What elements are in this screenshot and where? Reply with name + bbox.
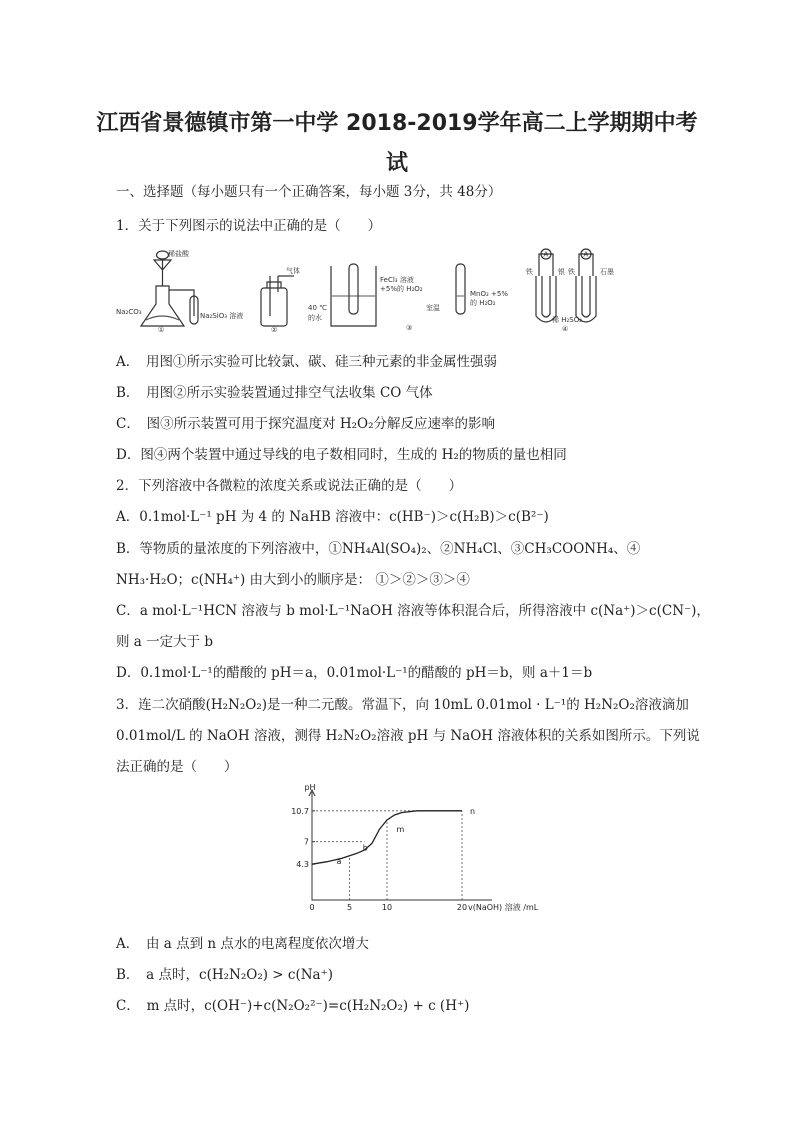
x-tick-label: 0 — [309, 903, 315, 912]
q3-stem-line1: 3．连二次硝酸(H₂N₂O₂)是一种二元酸。常温下，向 10mL 0.01mol · L⁻¹的 H₂N₂O₂溶液滴加 — [116, 697, 689, 713]
q3-stem-line2: 0.01mol/L 的 NaOH 溶液，测得 H₂N₂O₂溶液 pH 与 NaOH 溶液体积的关系如图所示。下列说 — [116, 728, 700, 744]
y-tick-label: 10.7 — [291, 806, 309, 816]
q3-option-b: B． a 点时，c(H₂N₂O₂) > c(Na⁺) — [116, 967, 333, 983]
fig-label-room: 室温 — [426, 304, 440, 312]
x-tick-label: 20 — [456, 903, 468, 912]
q1-option-b: B． 用图②所示实验装置通过排空气法收集 CO 气体 — [116, 385, 433, 401]
fig-label-fecl3: FeCl₃ 溶液 — [380, 276, 414, 284]
fig-label-na2sio3: Na₂SiO₃ 溶液 — [200, 312, 244, 320]
fig-label-acid: 稀盐酸 — [168, 250, 189, 258]
q2-stem: 2．下列溶液中各微粒的浓度关系或说法正确的是（ ） — [116, 478, 463, 494]
section-heading: 一、选择题（每小题只有一个正确答案，每小题 3分，共 48分） — [116, 184, 502, 200]
document-title-line2: 试 — [385, 151, 408, 176]
fig-label-water2: 的水 — [308, 314, 322, 322]
q2-line-b1: B．等物质的量浓度的下列溶液中，①NH₄Al(SO₄)₂、②NH₄Cl、③CH₃COONH₄、④ — [116, 541, 641, 557]
ph-titration-chart — [282, 783, 539, 918]
fig-label-n3: ③ — [406, 324, 413, 332]
fig-label-n1: ① — [158, 326, 165, 334]
ph-curve — [312, 811, 462, 864]
x-tick-label: 5 — [346, 903, 353, 912]
fig-label-h2so4: 稀 H₂SO₄ — [552, 316, 583, 324]
y-tick-label: 7 — [303, 837, 309, 847]
q3-option-a: A． 由 a 点到 n 点水的电离程度依次增大 — [116, 936, 369, 952]
q3-option-c: C． m 点时，c(OH⁻)+c(N₂O₂²⁻)=c(H₂N₂O₂) + c (H⁺) — [116, 998, 470, 1014]
fig-label-na2co3: Na₂CO₃ — [116, 308, 142, 316]
q2-line-c1: C．a mol·L⁻¹HCN 溶液与 b mol·L⁻¹NaOH 溶液等体积混合后，所得溶液中 c(Na⁺)＞c(CN⁻)， — [116, 603, 710, 619]
fig-label-iron2: 铁 — [568, 268, 575, 276]
fig-label-n4: ④ — [562, 325, 569, 333]
fig-label-a1: A — [543, 250, 549, 259]
fig-label-water: 40 ℃ — [308, 304, 327, 312]
q1-option-a: A． 用图①所示实验可比较氯、碳、硅三种元素的非金属性强弱 — [116, 354, 497, 370]
fig-label-fecl3b: +5%的 H₂O₂ — [380, 285, 423, 293]
q1-option-d: D．图④两个装置中通过导线的电子数相同时，生成的 H₂的物质的量也相同 — [116, 447, 567, 463]
document-title-line1: 江西省景德镇市第一中学 2018-2019学年高二上学期期中考 — [96, 111, 698, 136]
q2-line-c2: 则 a 一定大于 b — [116, 634, 214, 650]
q2-line-b2: NH₃·H₂O；c(NH₄⁺) 由大到小的顺序是： ①＞②＞③＞④ — [116, 572, 470, 588]
q1-option-c: C． 图③所示装置可用于探究温度对 H₂O₂分解反应速率的影响 — [116, 416, 496, 432]
q2-line-d: D．0.1mol·L⁻¹的醋酸的 pH＝a，0.01mol·L⁻¹的醋酸的 pH＝b，则 a＋1＝b — [116, 665, 593, 681]
fig-label-a2: A — [583, 250, 589, 259]
fig-label-iron: 铁 — [526, 268, 533, 276]
q1-apparatus-figure — [116, 246, 636, 332]
y-axis-label: pH — [304, 783, 316, 792]
q3-stem-line3: 法正确的是（ ） — [116, 759, 238, 775]
chart-axes-lines — [312, 792, 492, 900]
fig-label-gas: 气体 — [286, 267, 300, 275]
point-label-b: b — [362, 843, 368, 853]
x-axis-label: v(NaOH) 溶液 /mL — [468, 903, 539, 912]
point-label-n: n — [470, 806, 476, 816]
fig-label-mno2b: 的 H₂O₂ — [470, 299, 496, 307]
fig-label-n2: ② — [271, 326, 278, 334]
point-label-m: m — [396, 825, 405, 835]
point-label-a: a — [336, 856, 342, 866]
fig-label-graphite: 石墨 — [600, 268, 614, 276]
fig-label-mno2: MnO₂ +5% — [470, 290, 508, 298]
y-tick-label: 4.3 — [296, 860, 309, 870]
fig-label-silver: 银 — [558, 268, 565, 276]
x-tick-label: 10 — [381, 903, 393, 912]
q2-line-a: A．0.1mol·L⁻¹ pH 为 4 的 NaHB 溶液中：c(HB⁻)＞c(H₂B)＞c(B²⁻) — [116, 509, 549, 525]
q1-stem: 1．关于下列图示的说法中正确的是（ ） — [116, 218, 382, 234]
